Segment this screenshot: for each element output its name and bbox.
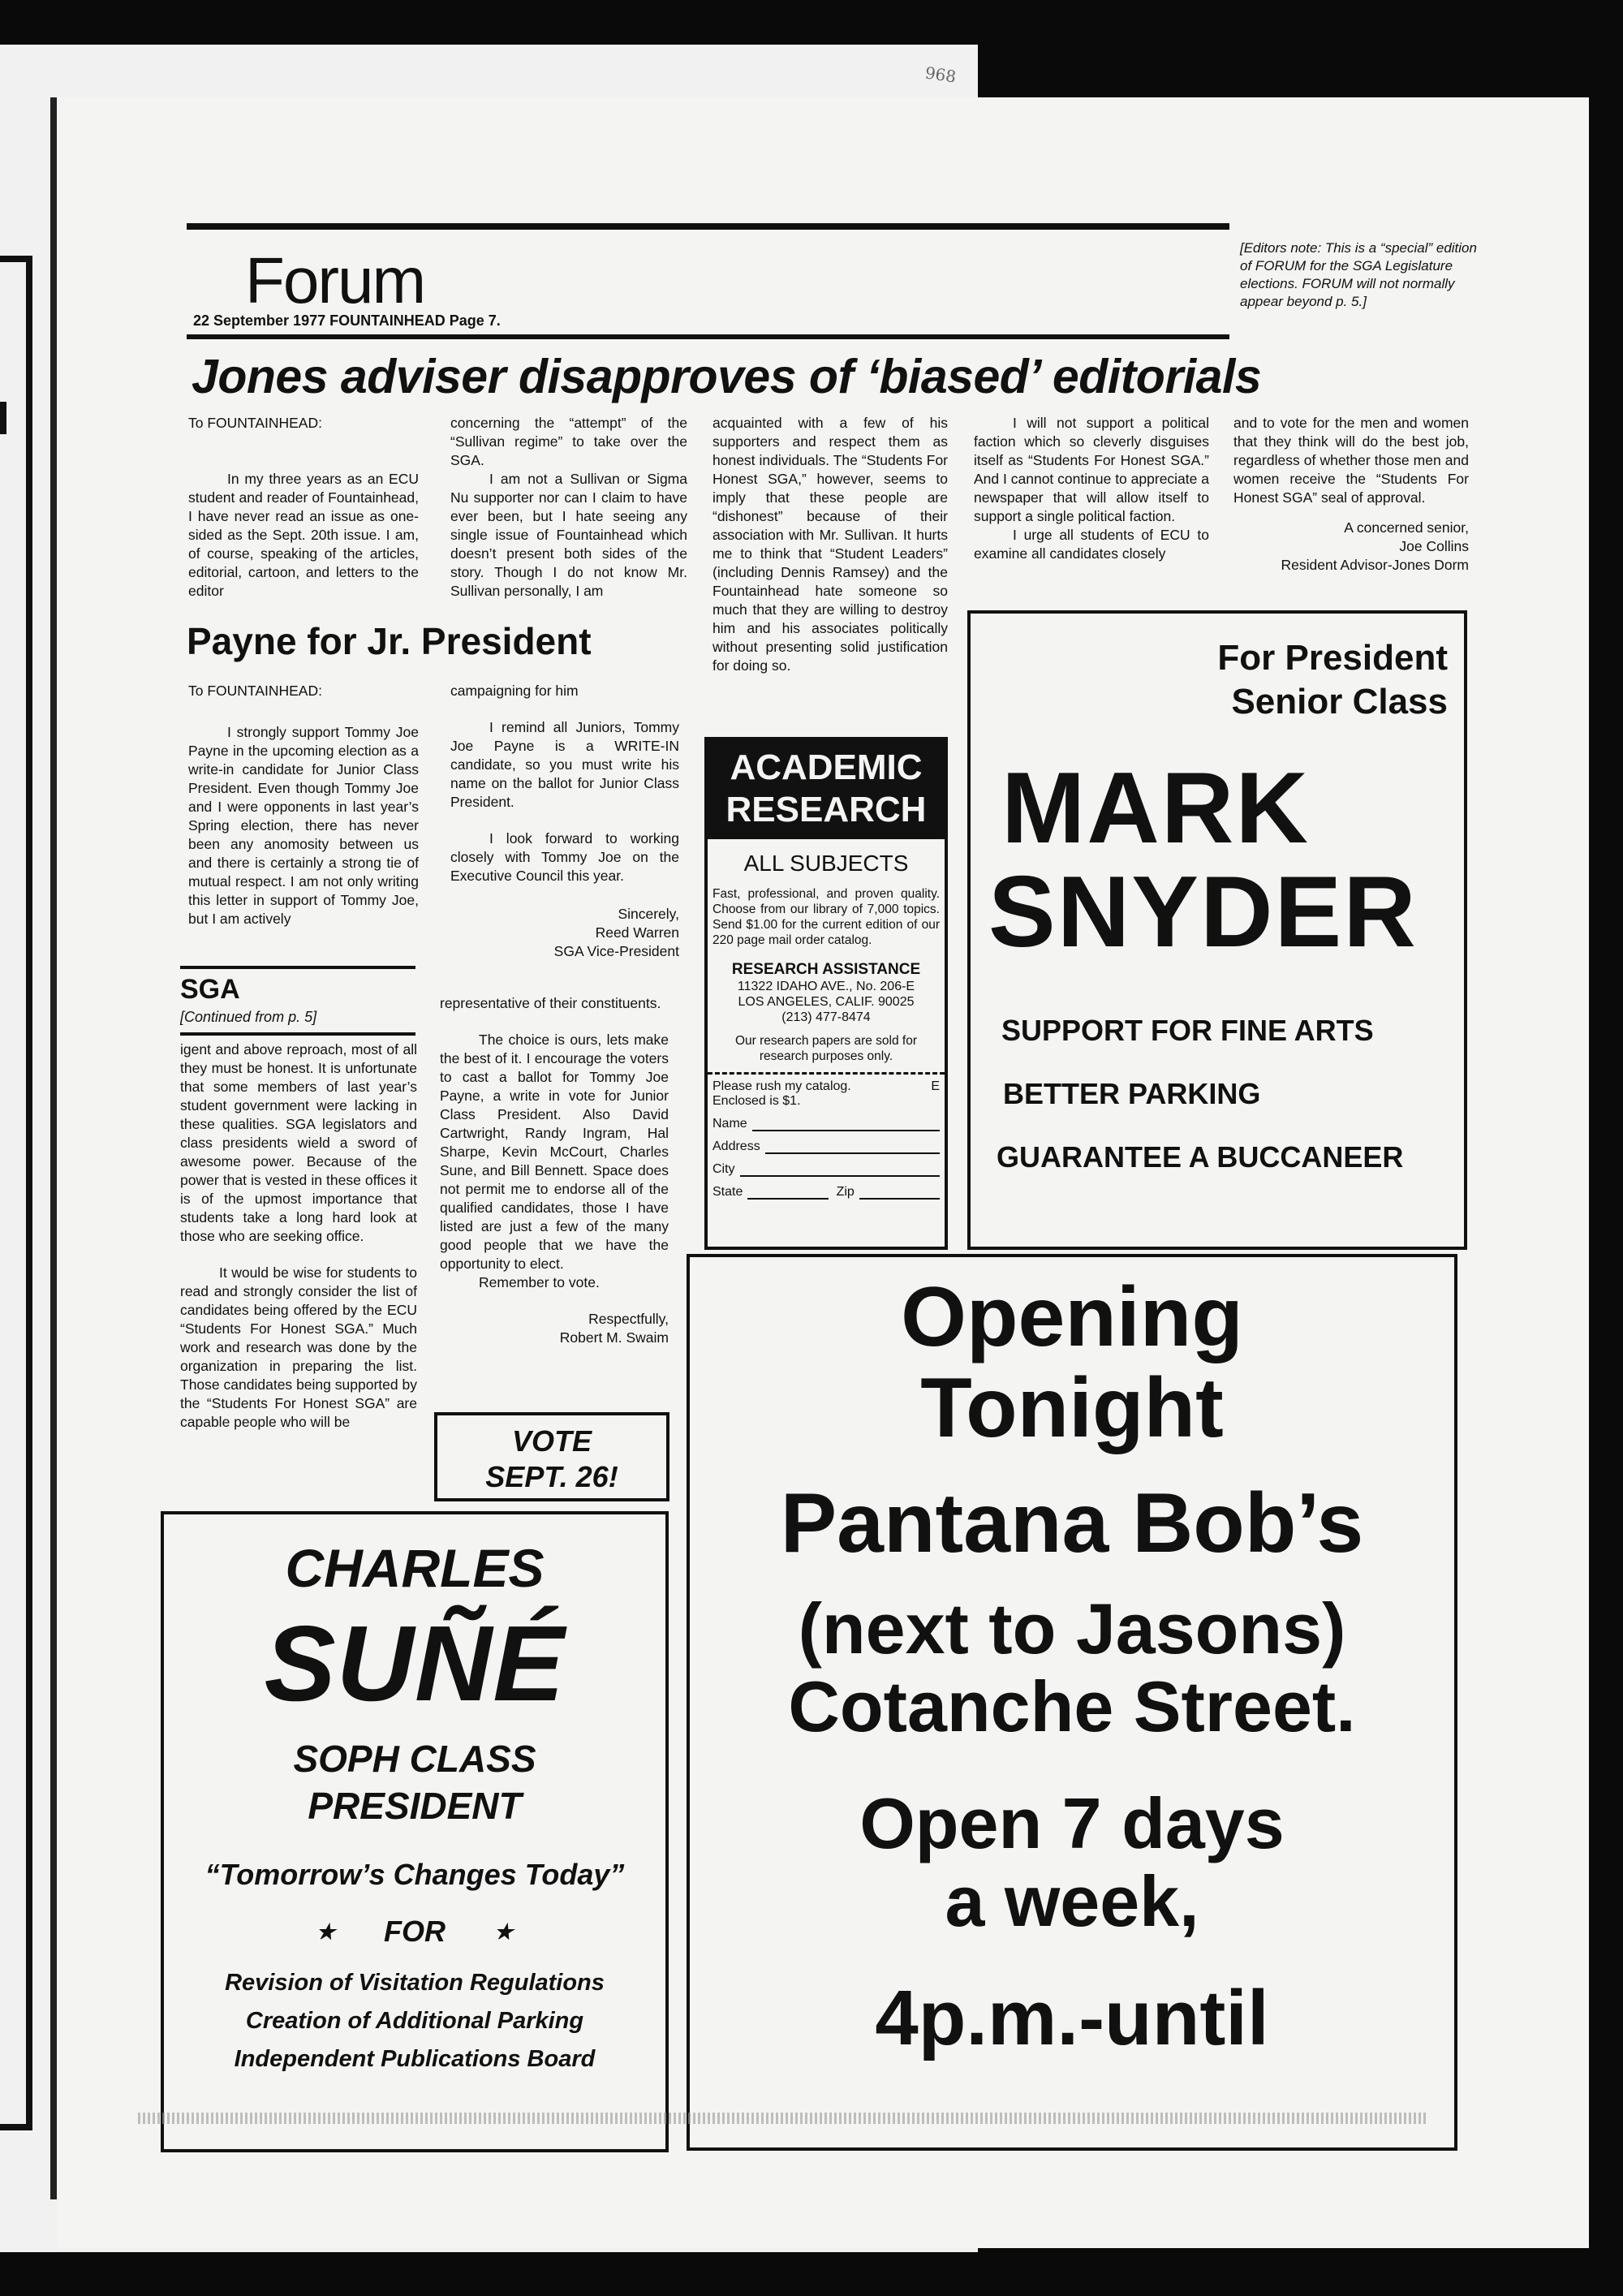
mark-snyder-ad [967,610,1467,1250]
jones-text-2: concerning the “attempt” of the “Sullivan regime” to take over the SGA. [450,415,687,468]
snyder-plank1: SUPPORT FOR FINE ARTS [1001,1014,1374,1047]
sga-col1 [180,1040,417,1432]
sga-sig-2: Robert M. Swaim [559,1329,669,1346]
research-enclosed: Enclosed is $1. [712,1094,801,1108]
research-phone: (213) 477-8474 [781,1010,871,1024]
snyder-line2: Senior Class [1231,682,1448,722]
sga-continued: [Continued from p. 5] [180,1009,317,1025]
jones-text-4: I will not support a political faction which so cleverly disguises itself as “Students For Honest SGA.” And I cannot continue to appreciate a newspaper that will allow itself to support a single political faction. [974,415,1209,524]
research-title-block [708,740,945,839]
sune-issue2: Creation of Additional Parking [245,2008,584,2034]
jones-text-5: and to vote for the men and women that they think will do the best job, regardless of whether those men and women receive the “Students For Honest SGA” seal of approval. [1233,415,1469,506]
jones-text-2b: I am not a Sullivan or Sigma Nu supporter nor can I claim to have ever been, but I hate seeing any single issue of Fountainhead which doesn’t present both sides of the story. Though I do not know Mr. Sullivan personally, I am [450,471,687,599]
payne-text-2a: campaigning for him [450,683,579,699]
sune-slogan: “Tomorrow’s Changes Today” [204,1858,625,1891]
payne-text-1: I strongly support Tommy Joe Payne in the upcoming election as a write-in candidate for Junior Class President. Even though Tommy Joe and I were opponents in last year’s Spring election, there has never been any anomosity between us and there is certainly a strong tie of mutual respect. I am not only writing this letter in support of Tommy Joe, but I am actively [188,724,419,927]
jones-letter-col3 [712,414,948,675]
jones-text-3: acquainted with a few of his supporters and respect them as honest individuals. The “Students For Honest SGA,” however, seems to imply that these people are “dishonest” because of their association with Mr. Sullivan. It hurts me to think that “Student Leaders” (including Dennis Ramsey) and the Fountainhead hate someone so much that they are willing to destroy him and his associates politically without presenting solid justification for doing so. [712,415,948,674]
research-cut-line [708,1072,945,1075]
underlying-page-fragment [0,402,6,434]
sga-text-2b: The choice is ours, lets make the best of it. I encourage the voters to cast a ballot for Tommy Joe Payne, a write in vote for Junior Class President. Also David Cartwright, Randy Ingram, Hal Sharpe, Kevin McCourt, Charles Sune, and Bill Bennett. Space does not permit me to endorse all of the qualified candidates, those I have listed are just a few of the many good people that we have the opportunity to elect. [440,1032,669,1272]
sga-under-rule [180,1032,415,1036]
sune-for: FOR [384,1915,446,1948]
sune-for-row [164,1914,665,1949]
pantana-line7: a week, [945,1861,1199,1941]
charles-sune-ad [161,1511,669,2152]
star-icon: ★ [316,1919,335,1944]
jones-letter-col5 [1233,414,1469,575]
academic-research-ad [704,737,948,1250]
snyder-plank2: BETTER PARKING [1003,1077,1261,1110]
research-form-head [712,1079,940,1094]
pantana-line5: Cotanche Street. [788,1666,1356,1747]
research-addr1: 11322 IDAHO AVE., No. 206-E [737,980,915,993]
payne-text-2c: I look forward to working closely with Tommy Joe on the Executive Council this year. [450,830,679,884]
research-title-2: RESEARCH [725,790,927,829]
pantana-line8: 4p.m.-until [875,1975,1269,2061]
research-city-label: City [712,1162,735,1176]
snyder-name1: MARK [1001,752,1310,864]
snyder-plank3: GUARANTEE A BUCCANEER [997,1140,1404,1174]
research-form-head-text: Please rush my catalog. [712,1079,851,1093]
research-zip-label: Zip [836,1185,855,1199]
masthead-dateline: 22 September 1977 FOUNTAINHEAD Page 7. [193,312,501,329]
research-addr2: LOS ANGELES, CALIF. 90025 [738,995,915,1009]
jones-letter-col2 [450,414,687,601]
sune-issue3: Independent Publications Board [234,2046,596,2072]
star-icon: ★ [494,1919,514,1944]
vote-box [434,1412,669,1501]
sga-col2 [440,994,669,1347]
research-address-label: Address [712,1139,760,1153]
jones-sig-3: Resident Advisor-Jones Dorm [1281,557,1469,573]
sga-headline: SGA [180,974,240,1005]
editors-note: [Editors note: This is a “special” edition of FORUM for the SGA Legislature elections. FORUM will not normally appear beyond p. 5.] [1240,240,1477,309]
sga-top-rule [180,966,415,969]
pantana-line2: Tonight [920,1361,1224,1455]
payne-sig-1: Sincerely, [618,906,679,922]
sga-text-1b: It would be wise for students to read and strongly consider the list of candidates being offered by the ECU “Students For Honest SGA.” Much work and research was done by the organization in preparing the list. Those candidates being supported by the “Students For Honest SGA” are capable people who will be [180,1264,417,1430]
handwritten-page-number: 968 [923,62,958,87]
research-name-field[interactable] [712,1117,940,1131]
jones-sig-1: A concerned senior, [1344,519,1469,536]
masthead-bottom-rule [187,334,1229,339]
sga-sig-1: Respectfully, [588,1311,669,1327]
pantana-line4: (next to Jasons) [798,1588,1346,1669]
payne-text-2b: I remind all Juniors, Tommy Joe Payne is a WRITE-IN candidate, so you must write his name on the ballot for Junior Class President. [450,719,679,810]
research-title-1: ACADEMIC [730,747,923,787]
payne-letter-col2 [450,682,679,961]
jones-sig-2: Joe Collins [1399,538,1469,554]
payne-headline: Payne for Jr. President [187,620,592,662]
sune-issue1: Revision of Visitation Regulations [225,1970,605,1996]
research-company: RESEARCH ASSISTANCE [731,961,921,978]
main-headline: Jones adviser disapproves of ‘biased’ editorials [192,350,1262,403]
pantana-line1: Opening [901,1270,1243,1364]
research-state-zip-field[interactable] [712,1185,940,1200]
research-state-label: State [712,1185,743,1199]
research-city-field[interactable] [712,1162,940,1177]
sune-office1: SOPH CLASS [293,1738,536,1780]
payne-salutation: To FOUNTAINHEAD: [188,683,322,699]
masthead-title: Forum [245,244,425,317]
snyder-name2: SNYDER [988,856,1418,968]
vote-line2: SEPT. 26! [485,1460,618,1493]
masthead-top-rule [187,223,1229,230]
research-name-label: Name [712,1117,747,1131]
jones-text-1: In my three years as an ECU student and reader of Fountainhead, I have never read an issue as one-sided as the Sept. 20th issue. I am, of course, speaking of the articles, editorial, cartoon, and letters to the editor [188,471,419,599]
payne-sig-2: Reed Warren [595,924,679,941]
sga-text-2a: representative of their constituents. [440,995,661,1011]
sga-text-2c: Remember to vote. [479,1274,600,1290]
research-subtitle: ALL SUBJECTS [743,851,909,876]
research-body: Fast, professional, and proven quality. Choose from our library of 7,000 topics. Send $1.00 for the current edition of our 220 page mail order catalog. [712,887,940,947]
sune-office2: PRESIDENT [308,1785,522,1827]
pantana-bobs-ad [687,1254,1457,2151]
jones-letter-col4 [974,414,1209,563]
payne-letter-col1 [188,682,419,928]
research-form-mark: E [931,1079,940,1093]
pantana-line6: Open 7 days [859,1783,1285,1863]
snyder-line1: For President [1217,638,1448,678]
research-address-field[interactable] [712,1139,940,1154]
sune-first: CHARLES [285,1538,545,1598]
vote-line1: VOTE [511,1424,592,1458]
jones-text-4b: I urge all students of ECU to examine all candidates closely [974,527,1209,562]
jones-salutation: To FOUNTAINHEAD: [188,415,322,431]
sune-last: SUÑÉ [264,1604,566,1723]
pantana-line3: Pantana Bob’s [780,1476,1364,1570]
underlying-page-ad-border [0,256,32,2130]
payne-sig-3: SGA Vice-President [553,943,679,959]
jones-letter-col1 [188,414,419,601]
sga-text-1a: igent and above reproach, most of all they must be honest. It is unfortunate that some members of last year’s student government were lacking in these qualities. SGA legislators and class presidents wield a sword of awesome power. Because of the power that is vested in these offices it is of the upmost importance that students take a long hard look at those who are seeking office. [180,1041,417,1244]
research-disclaimer: Our research papers are sold for research purposes only. [735,1034,917,1063]
perforation-line [138,2113,1427,2124]
